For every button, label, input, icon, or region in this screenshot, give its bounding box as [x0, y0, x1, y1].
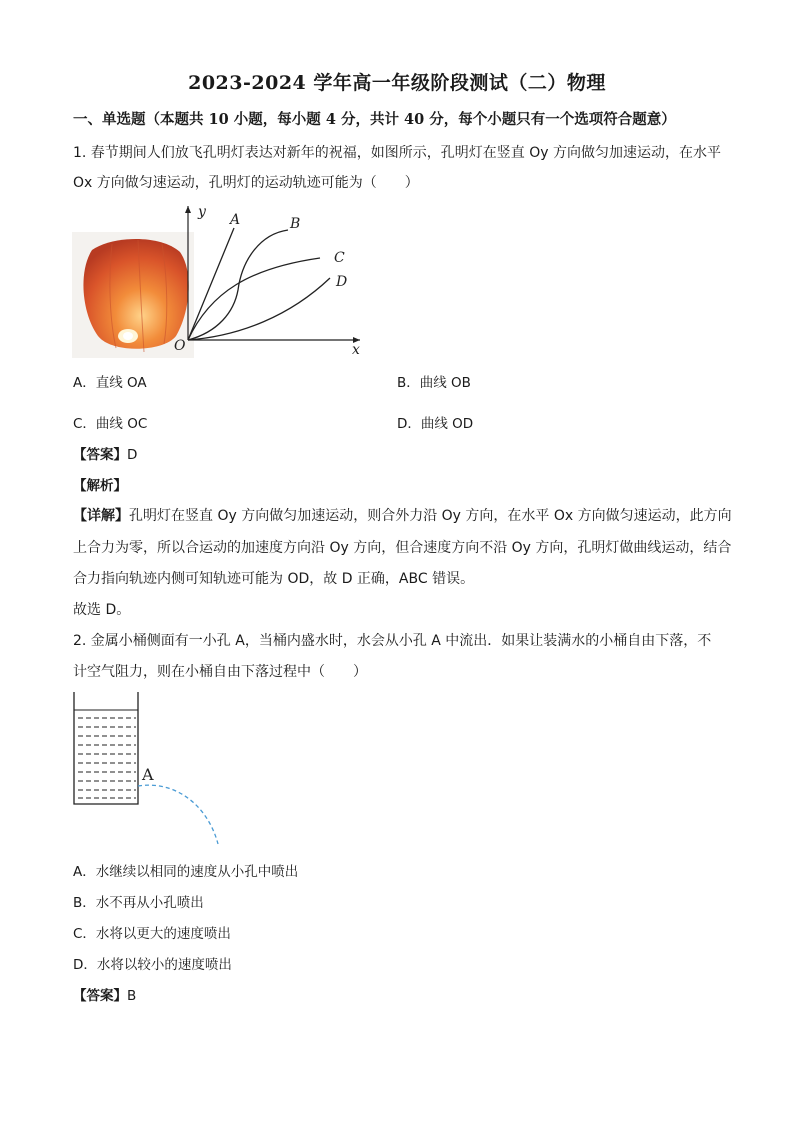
- q1-stem-line1: 1. 春节期间人们放飞孔明灯表达对新年的祝福，如图所示，孔明灯在竖直 Oy 方向做匀加速运动，在水平: [73, 145, 722, 161]
- q1-option-b: B．曲线 OB: [397, 375, 471, 391]
- q2-stem-line2: 计空气阻力，则在小桶自由下落过程中（ ）: [73, 664, 367, 680]
- water-hatching: [78, 718, 136, 798]
- label-b: B: [290, 216, 301, 232]
- q1-option-d: D．曲线 OD: [397, 416, 474, 432]
- q1-answer-value: D: [127, 447, 138, 463]
- line-oa: [188, 228, 234, 340]
- q2-answer: [73, 984, 136, 1004]
- q2-answer-label: 【答案】: [73, 988, 127, 1004]
- label-a: A: [230, 212, 241, 228]
- label-o: O: [174, 338, 186, 354]
- q2-option-d: D．水将以较小的速度喷出: [73, 957, 232, 973]
- label-x: x: [352, 342, 360, 358]
- q2-option-b: B．水不再从小孔喷出: [73, 895, 204, 911]
- q2-option-a: A．水继续以相同的速度从小孔中喷出: [73, 864, 299, 880]
- q2-answer-value: B: [127, 988, 137, 1004]
- label-d: D: [336, 274, 348, 290]
- bucket-diagram: [66, 688, 236, 850]
- hole-label: A: [142, 765, 154, 784]
- q1-answer-label: 【答案】: [73, 447, 127, 463]
- q1-stem-line2: Ox 方向做匀速运动，孔明灯的运动轨迹可能为（ ）: [73, 175, 419, 191]
- q1-option-c: C．曲线 OC: [73, 416, 148, 432]
- bucket-outline: [74, 692, 138, 804]
- q2-stem-line1: 2. 金属小桶侧面有一小孔 A，当桶内盛水时，水会从小孔 A 中流出．如果让装满水的小桶自由下落，不: [73, 633, 712, 649]
- q1-option-a: A．直线 OA: [73, 375, 147, 391]
- curve-ob: [188, 230, 288, 340]
- water-jet-path: [138, 785, 218, 844]
- label-c: C: [334, 250, 345, 266]
- q1-detail-line2: 上合力为零，所以合运动的加速度方向沿 Oy 方向，但合速度方向不沿 Oy 方向，孔明灯做曲线运动，结合: [73, 540, 732, 556]
- q1-answer: [73, 443, 137, 463]
- q1-conclusion: 故选 D。: [73, 602, 131, 618]
- label-y: y: [198, 204, 206, 220]
- q1-detail-label: 【详解】: [73, 508, 129, 524]
- q1-detail-line3: 合力指向轨迹内侧可知轨迹可能为 OD，故 D 正确，ABC 错误。: [73, 571, 475, 587]
- section-heading: 一、单选题（本题共 10 小题，每小题 4 分，共计 40 分，每个小题只有一个选项符合题意）: [73, 111, 676, 128]
- q2-option-c: C．水将以更大的速度喷出: [73, 926, 231, 942]
- page-title: 2023-2024 学年高一年级阶段测试（二）物理: [188, 72, 606, 94]
- trajectory-graph: [170, 200, 370, 360]
- q1-analysis-label: 【解析】: [73, 478, 127, 494]
- y-axis-arrow: [185, 206, 191, 213]
- q1-detail-line1: 【详解】孔明灯在竖直 Oy 方向做匀加速运动，则合外力沿 Oy 方向，在水平 Ox 方向做匀速运动，此方向: [73, 508, 732, 524]
- curve-oc: [188, 258, 320, 340]
